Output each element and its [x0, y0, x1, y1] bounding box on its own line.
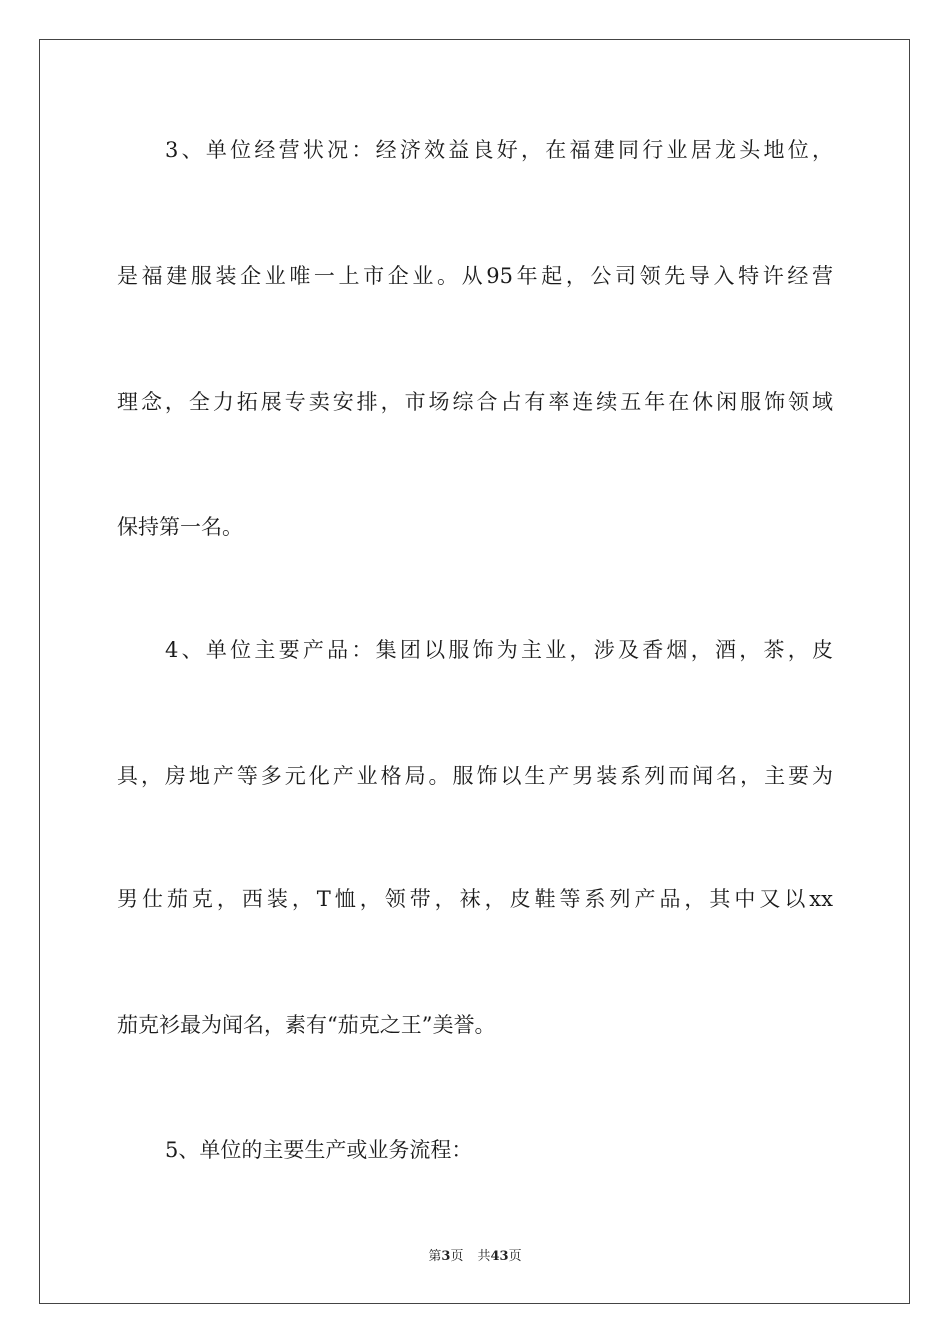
footer-total-number: 43 [490, 1249, 509, 1264]
footer-total-prefix: 共 [477, 1249, 491, 1264]
footer-page-prefix: 第 [428, 1249, 442, 1264]
paragraph-4-line-3: 男仕茄克，西装，T恤，领带，袜，皮鞋等系列产品，其中又以xx [117, 887, 833, 911]
paragraph-3-line-1: 3、单位经营状况：经济效益良好，在福建同行业居龙头地位， [165, 138, 833, 162]
paragraph-3-line-3: 理念，全力拓展专卖安排，市场综合占有率连续五年在休闲服饰领域 [117, 390, 833, 414]
paragraph-3-line-4: 保持第一名。 [117, 515, 243, 539]
footer-total-suffix: 页 [508, 1249, 522, 1264]
paragraph-4-line-4: 茄克衫最为闻名，素有“茄克之王”美誉。 [117, 1013, 496, 1037]
footer-page-suffix: 页 [450, 1249, 464, 1264]
paragraph-3-line-2: 是福建服装企业唯一上市企业。从95年起，公司领先导入特许经营 [117, 264, 833, 288]
paragraph-4-line-2: 具，房地产等多元化产业格局。服饰以生产男装系列而闻名，主要为 [117, 764, 833, 788]
page-frame [39, 39, 910, 1304]
page-footer [0, 1248, 950, 1266]
paragraph-5-line-1: 5、单位的主要生产或业务流程： [165, 1138, 473, 1162]
paragraph-4-line-1: 4、单位主要产品：集团以服饰为主业，涉及香烟，酒，茶，皮 [165, 638, 833, 662]
footer-page-number: 3 [441, 1249, 451, 1264]
